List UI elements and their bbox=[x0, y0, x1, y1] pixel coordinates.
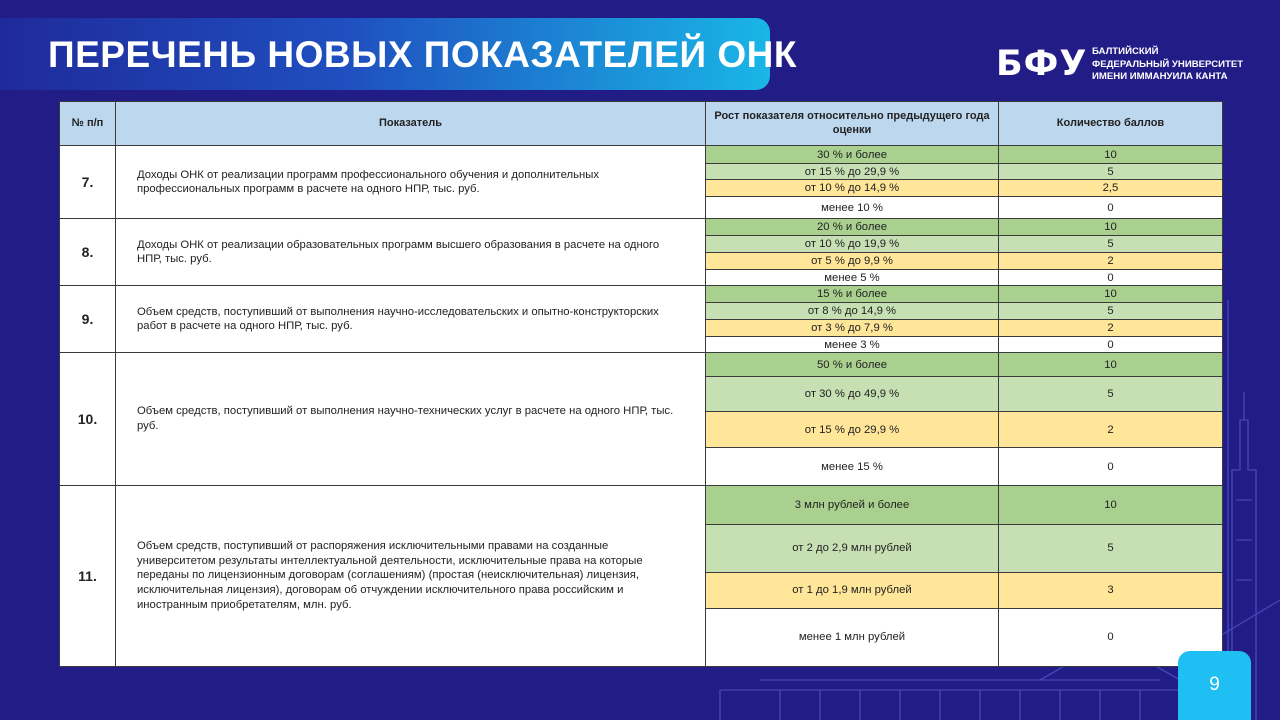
score-cell: 3 bbox=[999, 572, 1223, 608]
growth-cell: 50 % и более bbox=[706, 353, 999, 377]
growth-cell: менее 5 % bbox=[706, 270, 999, 286]
score-cell: 0 bbox=[999, 608, 1223, 666]
score-cell: 2 bbox=[999, 320, 1223, 337]
growth-cell: менее 1 млн рублей bbox=[706, 608, 999, 666]
score-cell: 2 bbox=[999, 253, 1223, 270]
score-cell: 0 bbox=[999, 270, 1223, 286]
table-row bbox=[60, 286, 1223, 303]
score-cell: 5 bbox=[999, 377, 1223, 412]
row-number: 10. bbox=[60, 353, 116, 485]
score-cell: 0 bbox=[999, 197, 1223, 219]
indicator-text: Доходы ОНК от реализации образовательных программ высшего образования в расчете на одного НПР, тыс. руб. bbox=[116, 219, 706, 286]
growth-cell: от 15 % до 29,9 % bbox=[706, 164, 999, 180]
growth-cell: от 2 до 2,9 млн рублей bbox=[706, 524, 999, 572]
header-num: № п/п bbox=[60, 102, 116, 146]
growth-cell: 20 % и более bbox=[706, 219, 999, 236]
slide-title: ПЕРЕЧЕНЬ НОВЫХ ПОКАЗАТЕЛЕЙ ОНК bbox=[48, 34, 797, 75]
table-row bbox=[60, 146, 1223, 164]
header-indicator: Показатель bbox=[116, 102, 706, 146]
growth-cell: от 30 % до 49,9 % bbox=[706, 377, 999, 412]
row-number: 9. bbox=[60, 286, 116, 353]
logo-line-1: БАЛТИЙСКИЙ bbox=[1092, 46, 1159, 57]
growth-cell: от 1 до 1,9 млн рублей bbox=[706, 572, 999, 608]
logo-mark: БФУ bbox=[996, 44, 1088, 84]
growth-cell: от 3 % до 7,9 % bbox=[706, 320, 999, 337]
logo-text bbox=[1092, 46, 1243, 84]
growth-cell: менее 15 % bbox=[706, 448, 999, 485]
logo-line-3: ИМЕНИ ИММАНУИЛА КАНТА bbox=[1092, 71, 1228, 82]
score-cell: 2,5 bbox=[999, 180, 1223, 197]
score-cell: 5 bbox=[999, 303, 1223, 320]
score-cell: 0 bbox=[999, 337, 1223, 353]
score-cell: 10 bbox=[999, 353, 1223, 377]
score-cell: 10 bbox=[999, 146, 1223, 164]
growth-cell: 3 млн рублей и более bbox=[706, 485, 999, 524]
indicator-text: Объем средств, поступивший от выполнения научно-технических услуг в расчете на одного НПР, тыс. руб. bbox=[116, 353, 706, 485]
score-cell: 10 bbox=[999, 286, 1223, 303]
row-number: 11. bbox=[60, 485, 116, 666]
table-header-row bbox=[60, 102, 1223, 146]
title-banner bbox=[0, 18, 797, 90]
score-cell: 0 bbox=[999, 448, 1223, 485]
row-number: 8. bbox=[60, 219, 116, 286]
growth-cell: менее 3 % bbox=[706, 337, 999, 353]
score-cell: 10 bbox=[999, 485, 1223, 524]
table-row bbox=[60, 353, 1223, 377]
indicator-text: Объем средств, поступивший от распоряжения исключительными правами на созданные университетом результаты интеллектуальной деятельности, исключительные права на которые переданы по лицензионным договорам (соглашениям) (простая (неисключительная) лицензия, исключительная лицензия), договорам об отчуждении исключительного права российским и иностранным приобретателям, млн. руб. bbox=[116, 485, 706, 666]
growth-cell: от 8 % до 14,9 % bbox=[706, 303, 999, 320]
score-cell: 5 bbox=[999, 524, 1223, 572]
university-logo bbox=[996, 46, 1246, 86]
score-cell: 5 bbox=[999, 236, 1223, 253]
score-cell: 2 bbox=[999, 412, 1223, 448]
growth-cell: от 10 % до 19,9 % bbox=[706, 236, 999, 253]
growth-cell: менее 10 % bbox=[706, 197, 999, 219]
indicator-text: Объем средств, поступивший от выполнения научно-исследовательских и опытно-конструкторских работ в расчете на одного НПР, тыс. руб. bbox=[116, 286, 706, 353]
score-cell: 10 bbox=[999, 219, 1223, 236]
indicators-table bbox=[59, 101, 1222, 667]
table-row bbox=[60, 485, 1223, 524]
growth-cell: от 5 % до 9,9 % bbox=[706, 253, 999, 270]
indicator-text: Доходы ОНК от реализации программ профессионального обучения и дополнительных профессиональных программ в расчете на одного НПР, тыс. руб. bbox=[116, 146, 706, 219]
growth-cell: 15 % и более bbox=[706, 286, 999, 303]
page-number-badge: 9 bbox=[1178, 651, 1251, 720]
table-row bbox=[60, 219, 1223, 236]
growth-cell: от 15 % до 29,9 % bbox=[706, 412, 999, 448]
score-cell: 5 bbox=[999, 164, 1223, 180]
header-growth: Рост показателя относительно предыдущего года оценки bbox=[706, 102, 999, 146]
growth-cell: 30 % и более bbox=[706, 146, 999, 164]
growth-cell: от 10 % до 14,9 % bbox=[706, 180, 999, 197]
logo-line-2: ФЕДЕРАЛЬНЫЙ УНИВЕРСИТЕТ bbox=[1092, 58, 1244, 70]
header-score: Количество баллов bbox=[999, 102, 1223, 146]
row-number: 7. bbox=[60, 146, 116, 219]
